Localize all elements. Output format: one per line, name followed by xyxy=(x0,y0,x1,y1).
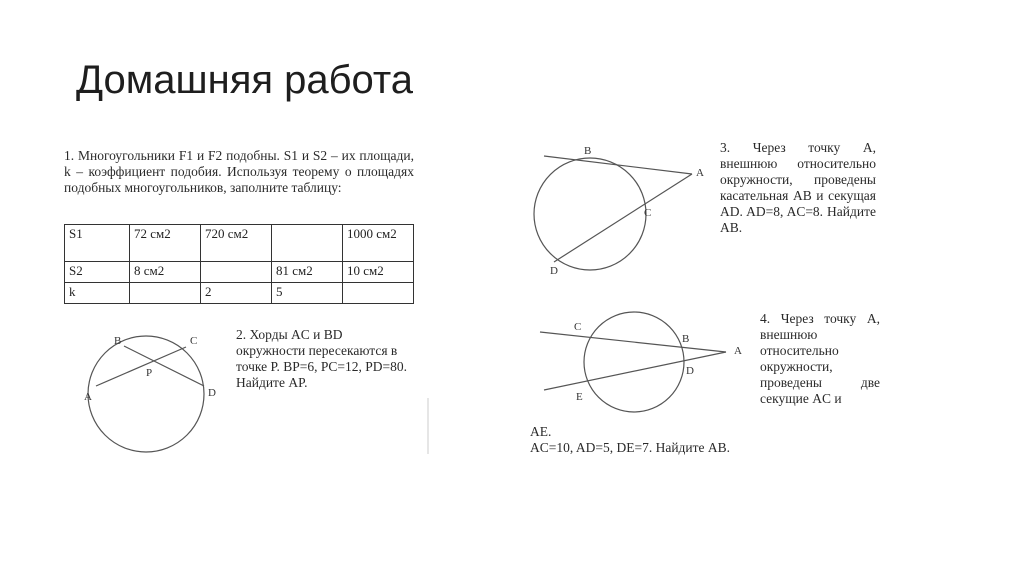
task2-diagram xyxy=(84,330,224,465)
table-cell: 81 см2 xyxy=(272,262,343,283)
table-cell: 10 см2 xyxy=(343,262,414,283)
task4-text-values: AC=10, AD=5, DE=7. Найдите AB. xyxy=(530,440,731,455)
label-a: A xyxy=(696,167,704,179)
label-b: B xyxy=(114,335,122,347)
table-row xyxy=(65,262,414,283)
label-a: A xyxy=(734,345,742,357)
task4-text: 4. Через точку A, внешнюю относительно окружности, проведены две секущие AC и xyxy=(760,311,880,406)
label-d: D xyxy=(208,387,216,399)
task4-text-cont: AE. xyxy=(530,424,552,439)
table-cell xyxy=(272,225,343,262)
label-c: C xyxy=(644,207,652,219)
table-cell xyxy=(130,283,201,304)
table-cell: 1000 см2 xyxy=(343,225,414,262)
table-cell xyxy=(201,262,272,283)
label-c: C xyxy=(574,321,582,333)
table-cell: 5 xyxy=(272,283,343,304)
label-c: C xyxy=(190,335,198,347)
table-cell: S2 xyxy=(65,262,130,283)
table-row xyxy=(65,225,414,262)
table-cell: 8 см2 xyxy=(130,262,201,283)
task2-text: 2. Хорды AC и BD окружности пересекаются в точке P. BP=6, PC=12, PD=80. Найдите AP. xyxy=(236,327,408,390)
table-cell: 72 см2 xyxy=(130,225,201,262)
table-cell: k xyxy=(65,283,130,304)
task1-text: 1. Многоугольники F1 и F2 подобны. S1 и S2 – их площади, k – коэффициент подобия. Используя теорему о площадях подобных многоугольников, заполните таблицу: xyxy=(64,148,414,195)
label-d: D xyxy=(686,365,694,377)
label-a: A xyxy=(84,391,92,403)
task3-diagram xyxy=(540,140,720,280)
label-b: B xyxy=(584,145,592,157)
task3-text: 3. Через точку A, внешнюю относительно окружности, проведены касательная AB и секущая AD. AD=8, AC=8. Найдите AB. xyxy=(720,140,876,235)
similarity-table xyxy=(64,224,414,304)
table-cell xyxy=(343,283,414,304)
table-row xyxy=(65,283,414,304)
task4-diagram xyxy=(530,310,755,420)
table-cell: 2 xyxy=(201,283,272,304)
slide-title: Домашняя работа xyxy=(76,58,414,102)
table-cell: S1 xyxy=(65,225,130,262)
task4-text-end xyxy=(530,424,830,456)
label-e: E xyxy=(576,391,583,403)
label-p: P xyxy=(146,367,153,379)
label-d: D xyxy=(550,265,558,277)
label-b: B xyxy=(682,333,690,345)
divider xyxy=(427,398,429,454)
table-cell: 720 см2 xyxy=(201,225,272,262)
